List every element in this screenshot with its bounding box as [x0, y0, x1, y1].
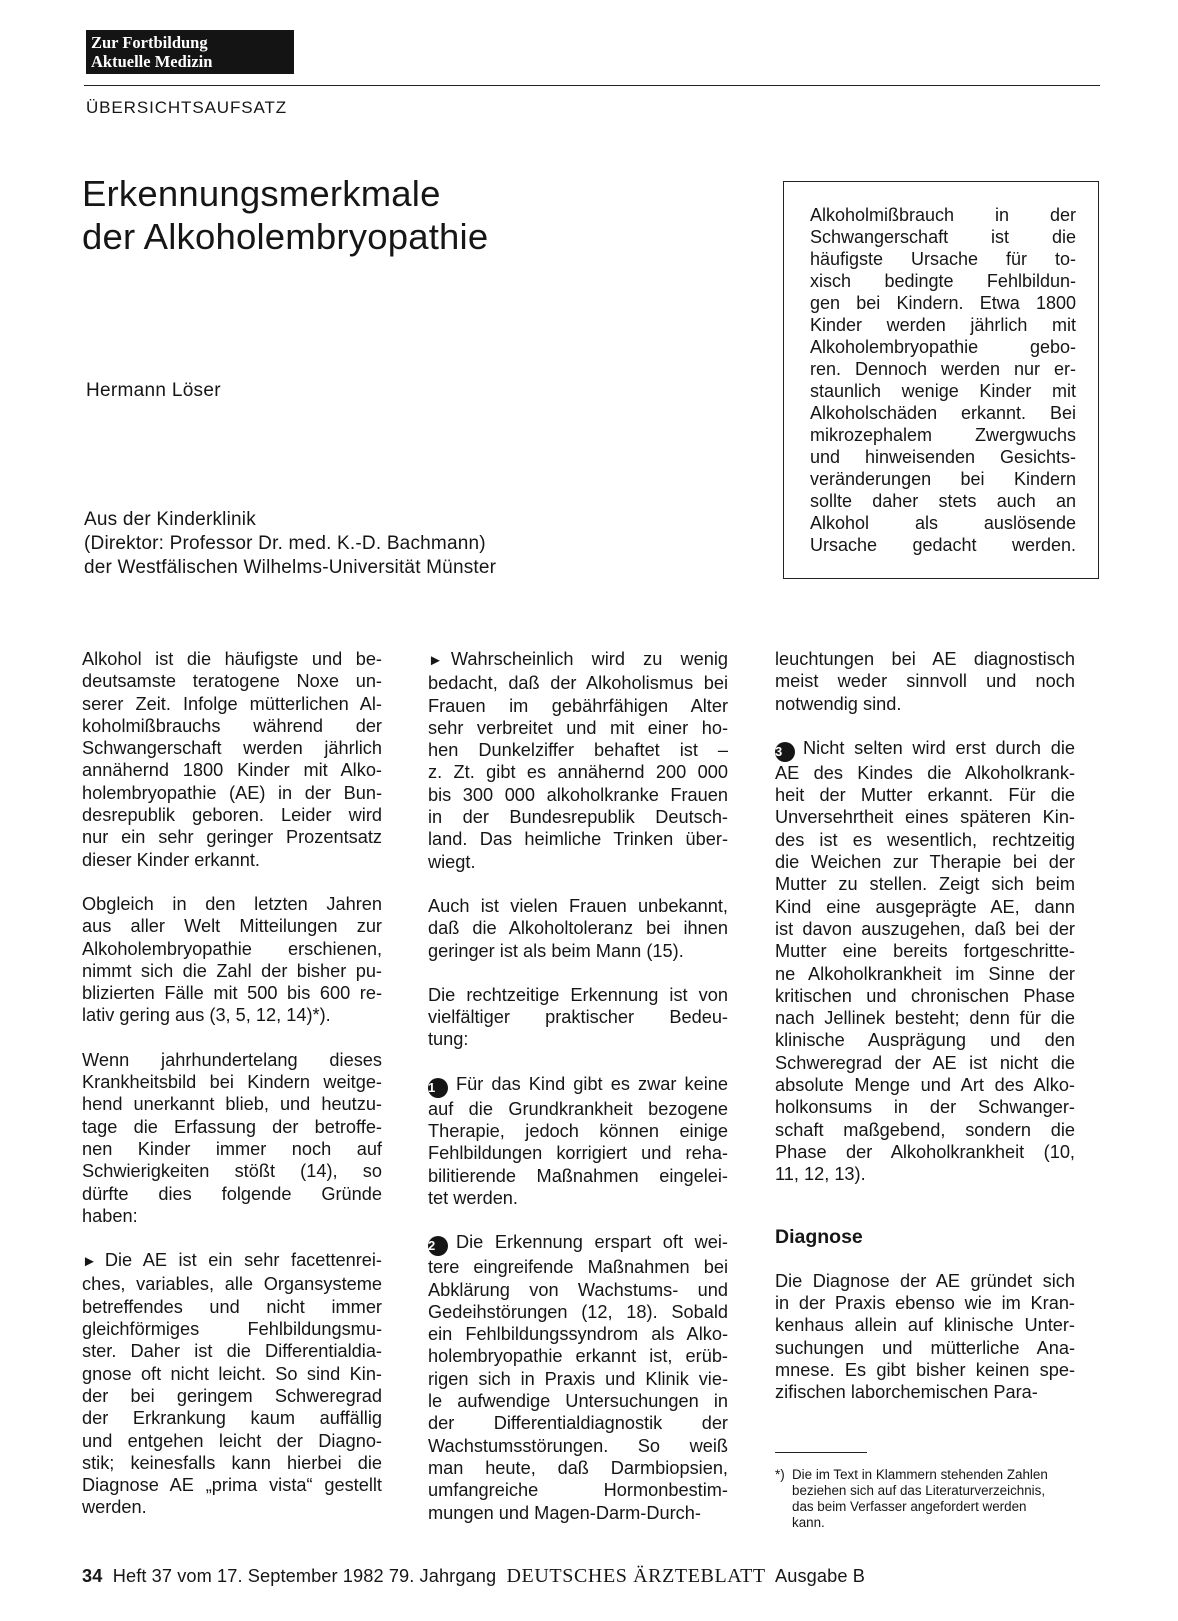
- text-line: holkonsums in der Schwanger-: [775, 1097, 1075, 1118]
- text-line: Schweregrad der AE ist nicht die: [775, 1052, 1075, 1073]
- text-line: ► Die AE ist ein sehr facettenrei-: [82, 1250, 382, 1271]
- abstract-line: und hinweisenden Gesichts-: [810, 447, 1076, 467]
- text-line: Schwierigkeiten stößt (14), so: [82, 1161, 382, 1182]
- text-column-3: [775, 648, 1075, 1531]
- text-line: tet werden.: [428, 1187, 518, 1208]
- text-line: und entgehen leicht der Diagno-: [82, 1430, 382, 1451]
- section-heading-diagnose: Diagnose: [775, 1225, 863, 1248]
- journal-name: DEUTSCHES ÄRZTEBLATT: [506, 1565, 766, 1587]
- text-line: serer Zeit. Infolge mütterlichen Al-: [82, 693, 382, 714]
- text-line: ► Wahrscheinlich wird zu wenig: [428, 649, 728, 669]
- footnote-line: Die im Text in Klammern stehenden Zahlen: [792, 1466, 1048, 1482]
- text-line: Phase der Alkoholkrankheit (10,: [775, 1141, 1075, 1162]
- text-line: nur ein sehr geringer Prozentsatz: [82, 827, 382, 848]
- text-line: Kind eine ausgeprägte AE, dann: [775, 896, 1075, 917]
- footnote-line: das beim Verfasser angefordert werden: [792, 1498, 1027, 1514]
- edition: Ausgabe B: [775, 1566, 865, 1586]
- text-line: man heute, daß Darmbiopsien,: [428, 1457, 728, 1478]
- abstract-line: Alkohol als auslösende: [810, 513, 1076, 533]
- text-line: wiegt.: [428, 851, 476, 872]
- paragraph: [775, 737, 1075, 1186]
- text-line: tung:: [428, 1029, 469, 1050]
- text-line: notwendig sind.: [775, 693, 902, 714]
- text-line: bilitierende Maßnahmen eingelei-: [428, 1165, 728, 1186]
- text-line: nen Kinder immer noch auf: [82, 1138, 382, 1159]
- text-line: mnese. Es gibt bisher keinen spe-: [775, 1360, 1075, 1381]
- text-line: des ist es wesentlich, rechtzeitig: [775, 829, 1075, 850]
- text-line: Obgleich in den letzten Jahren: [82, 893, 382, 914]
- triangle-bullet-icon: ►: [428, 652, 443, 669]
- text-line: vielfältiger praktischer Bedeu-: [428, 1007, 728, 1028]
- issue-info: Heft 37 vom 17. September 1982 79. Jahrgang: [112, 1566, 497, 1586]
- text-line: mungen und Magen-Darm-Durch-: [428, 1502, 701, 1523]
- text-line: Abklärung von Wachstums- und: [428, 1279, 728, 1300]
- text-line: Frauen im gebährfähigen Alter: [428, 695, 728, 716]
- paragraph: [775, 648, 1075, 715]
- text-line: Diagnose AE „prima vista“ gestellt: [82, 1475, 382, 1496]
- abstract-line: sollte daher stets auch an: [810, 491, 1076, 511]
- section-badge-line2: Aktuelle Medizin: [91, 52, 213, 71]
- text-line: lativ gering aus (3, 5, 12, 14)*).: [82, 1005, 331, 1026]
- text-line: 3 Nicht selten wird erst durch die: [775, 737, 1075, 762]
- text-line: Auch ist vielen Frauen unbekannt,: [428, 895, 728, 916]
- paragraph: [428, 895, 728, 962]
- text-line: die Weichen zur Therapie bei der: [775, 852, 1075, 873]
- text-line: Alkoholembryopathie erschienen,: [82, 938, 382, 959]
- paragraph: [428, 1231, 728, 1524]
- text-line: Krankheitsbild bei Kindern weitge-: [82, 1072, 382, 1093]
- text-line: koholmißbrauchs während der: [82, 715, 382, 736]
- text-line: Schwangerschaft werden jährlich: [82, 738, 382, 759]
- text-line: tere eingreifende Maßnahmen bei: [428, 1257, 728, 1278]
- text-line: leuchtungen bei AE diagnostisch: [775, 649, 1075, 669]
- page-footer: [82, 1565, 865, 1588]
- text-line: klinische Ausprägung und den: [775, 1030, 1075, 1051]
- text-line: dürfte dies folgende Gründe: [82, 1183, 382, 1204]
- abstract-line: Alkoholembryopathie gebo-: [810, 337, 1076, 357]
- numbered-bullet-1: 1: [428, 1078, 448, 1098]
- abstract-box: [783, 181, 1099, 579]
- section-badge-line1: Zur Fortbildung: [91, 33, 208, 52]
- paragraph: [428, 1073, 728, 1209]
- text-line: Alkohol ist die häufigste und be-: [82, 649, 382, 669]
- abstract-line: mikrozephalem Zwergwuchs: [810, 425, 1076, 445]
- text-line: Fehlbildungen korrigiert und reha-: [428, 1143, 728, 1164]
- text-line: kritischen und chronischen Phase: [775, 985, 1075, 1006]
- text-line: dieser Kinder erkannt.: [82, 849, 260, 870]
- text-line: gnose oft nicht leicht. So sind Kin-: [82, 1363, 382, 1384]
- title-line2: der Alkoholembryopathie: [82, 216, 489, 257]
- abstract-line: veränderungen bei Kindern: [810, 469, 1076, 489]
- abstract-line: Alkoholmißbrauch in der: [810, 205, 1076, 225]
- text-line: land. Das heimliche Trinken über-: [428, 829, 728, 850]
- footnote-rule: [775, 1452, 867, 1453]
- text-line: Mutter eine bereits fortgeschritte-: [775, 941, 1075, 962]
- text-line: Wenn jahrhundertelang dieses: [82, 1049, 382, 1070]
- footnote-line: kann.: [792, 1514, 825, 1530]
- section-badge: [86, 30, 294, 74]
- text-line: suchungen und mütterliche Ana-: [775, 1337, 1075, 1358]
- text-line: hen Dunkelziffer behaftet ist –: [428, 740, 728, 761]
- text-line: Mutter zu stellen. Zeigt sich beim: [775, 874, 1075, 895]
- paragraph: [82, 648, 382, 871]
- text-line: meist weder sinnvoll und noch: [775, 671, 1075, 692]
- abstract-text: [810, 204, 1076, 556]
- text-line: in der Bundesrepublik Deutsch-: [428, 807, 728, 828]
- text-column-2: [428, 648, 728, 1546]
- footnote-marker: *): [775, 1466, 785, 1482]
- text-line: absolute Menge und Art des Alko-: [775, 1075, 1075, 1096]
- header-rule: [84, 85, 1100, 86]
- title-line1: Erkennungsmerkmale: [82, 173, 441, 214]
- paragraph: [428, 648, 728, 873]
- text-line: Wachstumsstörungen. So weiß: [428, 1435, 728, 1456]
- paragraph: [428, 984, 728, 1051]
- footnote: [775, 1467, 1075, 1531]
- text-line: der Differentialdiagnostik der: [428, 1413, 728, 1434]
- affiliation-line: (Direktor: Professor Dr. med. K.-D. Bachmann): [84, 533, 486, 554]
- text-line: nimmt sich die Zahl der bisher pu-: [82, 960, 382, 981]
- text-line: heit der Mutter erkannt. Für die: [775, 785, 1075, 806]
- text-line: werden.: [82, 1497, 147, 1518]
- text-line: kenhaus allein auf klinische Unter-: [775, 1315, 1075, 1336]
- text-line: tage die Erfassung der betroffe-: [82, 1116, 382, 1137]
- text-line: z. Zt. gibt es annähernd 200 000: [428, 762, 728, 783]
- text-line: gleichförmiges Fehlbildungsmu-: [82, 1319, 382, 1340]
- text-line: ne Alkoholkrankheit im Sinne der: [775, 963, 1075, 984]
- text-line: 11, 12, 13).: [775, 1164, 866, 1185]
- text-line: hend unerkannt blieb, und heutzu-: [82, 1094, 382, 1115]
- numbered-bullet-2: 2: [428, 1236, 448, 1256]
- text-line: ches, variables, alle Organsysteme: [82, 1274, 382, 1295]
- text-line: nach Jellinek besteht; denn für die: [775, 1008, 1075, 1029]
- text-line: Unversehrtheit eines späteren Kin-: [775, 807, 1075, 828]
- abstract-line: gen bei Kindern. Etwa 1800: [810, 293, 1076, 313]
- footnote-line: beziehen sich auf das Literaturverzeichnis,: [792, 1482, 1046, 1498]
- text-line: desrepublik geboren. Leider wird: [82, 805, 382, 826]
- text-line: le aufwendige Untersuchungen in: [428, 1391, 728, 1412]
- numbered-bullet-3: 3: [775, 742, 795, 762]
- text-line: ster. Daher ist die Differentialdia-: [82, 1341, 382, 1362]
- text-line: Die Diagnose der AE gründet sich: [775, 1270, 1075, 1291]
- text-line: Die rechtzeitige Erkennung ist von: [428, 984, 728, 1005]
- text-line: in der Praxis ebenso wie im Kran-: [775, 1293, 1075, 1314]
- text-line: zifischen laborchemischen Para-: [775, 1382, 1038, 1403]
- text-line: stik; keinesfalls kann hierbei die: [82, 1452, 382, 1473]
- text-line: holembryopathie erkannt ist, erüb-: [428, 1346, 728, 1367]
- text-line: 1 Für das Kind gibt es zwar keine: [428, 1073, 728, 1098]
- affiliation-line: Aus der Kinderklinik: [84, 509, 256, 530]
- text-line: aus aller Welt Mitteilungen zur: [82, 916, 382, 937]
- paragraph: [82, 893, 382, 1027]
- abstract-line: Alkoholschäden erkannt. Bei: [810, 403, 1076, 423]
- abstract-line: ren. Dennoch werden nur er-: [810, 359, 1076, 379]
- text-line: rigen sich in Praxis und Klinik vie-: [428, 1368, 728, 1389]
- text-column-1: [82, 648, 382, 1541]
- page-number: 34: [82, 1566, 103, 1586]
- abstract-line: Schwangerschaft ist die: [810, 227, 1076, 247]
- text-line: bis 300 000 alkoholkranke Frauen: [428, 784, 728, 805]
- article-kicker: ÜBERSICHTSAUFSATZ: [86, 98, 288, 117]
- abstract-line: Kinder werden jährlich mit: [810, 315, 1076, 335]
- text-line: daß die Alkoholtoleranz bei ihnen: [428, 918, 728, 939]
- text-line: geringer ist als beim Mann (15).: [428, 940, 684, 961]
- text-line: AE des Kindes die Alkoholkrank-: [775, 762, 1075, 783]
- abstract-line: häufigste Ursache für to-: [810, 249, 1076, 269]
- text-line: umfangreiche Hormonbestim-: [428, 1480, 728, 1501]
- triangle-bullet-icon: ►: [82, 1253, 97, 1271]
- text-line: haben:: [82, 1205, 138, 1226]
- text-line: auf die Grundkrankheit bezogene: [428, 1098, 728, 1119]
- text-line: schaft maßgebend, sondern die: [775, 1119, 1075, 1140]
- paragraph: [82, 1049, 382, 1227]
- affiliation-line: der Westfälischen Wilhelms-Universität Münster: [84, 557, 497, 578]
- text-line: ein Fehlbildungssyndrom als Alko-: [428, 1324, 728, 1345]
- text-line: 2 Die Erkennung erspart oft wei-: [428, 1231, 728, 1256]
- text-line: betreffendes und nicht immer: [82, 1296, 382, 1317]
- text-line: Gedeihstörungen (12, 18). Sobald: [428, 1301, 728, 1322]
- abstract-line: xisch bedingte Fehlbildun-: [810, 271, 1076, 291]
- text-line: Therapie, jedoch können einige: [428, 1121, 728, 1142]
- text-line: blizierten Fälle mit 500 bis 600 re-: [82, 983, 382, 1004]
- paragraph: [82, 1249, 382, 1519]
- abstract-line: Ursache gedacht werden.: [810, 535, 1076, 555]
- text-line: sehr verbreitet und mit einer ho-: [428, 717, 728, 738]
- author: Hermann Löser: [86, 380, 221, 401]
- text-line: ist davon auszugehen, daß bei der: [775, 918, 1075, 939]
- abstract-line: staunlich wenige Kinder mit: [810, 381, 1076, 401]
- text-line: der Erkrankung kaum auffällig: [82, 1408, 382, 1429]
- article-title: [82, 172, 488, 258]
- text-line: bedacht, daß der Alkoholismus bei: [428, 673, 728, 694]
- text-line: annähernd 1800 Kinder mit Alko-: [82, 760, 382, 781]
- text-line: holembryopathie (AE) in der Bun-: [82, 782, 382, 803]
- paragraph: [775, 1270, 1075, 1404]
- text-line: deutsamste teratogene Noxe un-: [82, 671, 382, 692]
- affiliation: [84, 508, 496, 580]
- text-line: der bei geringem Schweregrad: [82, 1385, 382, 1406]
